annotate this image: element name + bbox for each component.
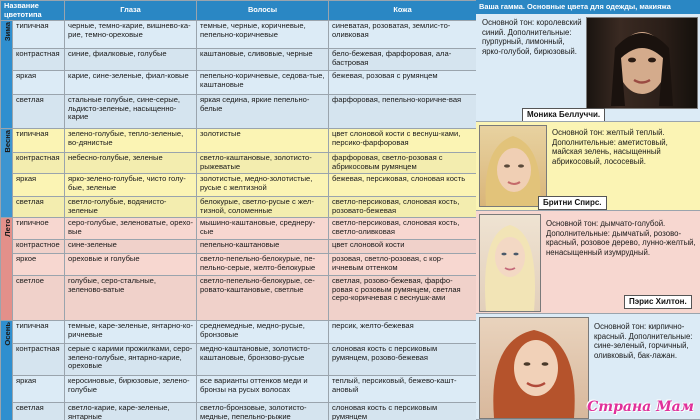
row-hair: золотистые, медно-золотистые, русые с желтизной <box>197 174 329 197</box>
gamma-panel-spring <box>476 122 700 211</box>
table-row <box>1 240 477 254</box>
row-hair: золотистые <box>197 129 329 153</box>
portrait-illustration <box>480 126 546 206</box>
row-type: светлая <box>13 403 65 420</box>
row-eyes: керосиновые, бирюзовые, зелено-голубые <box>65 376 197 403</box>
row-skin: слоновая кость с персиковым румянцем, розово-бежевая <box>329 344 477 376</box>
row-skin: светлая, розово-бежевая, фарфо-ровая с розовым румянцем, светлая серо-коричневая с веснушк-ами <box>329 276 477 321</box>
table-row <box>1 276 477 321</box>
table-row <box>1 153 477 174</box>
row-skin: бежевая, персиковая, слоновая кость <box>329 174 477 197</box>
table-row <box>1 49 477 71</box>
portrait-illustration <box>587 18 697 108</box>
season-label-winter: Зима <box>1 21 13 129</box>
table-row <box>1 129 477 153</box>
table-row <box>1 71 477 95</box>
table-row <box>1 254 477 276</box>
row-hair: темные, черные, коричневые, пепельно-коричневые <box>197 21 329 49</box>
portrait-illustration <box>480 215 540 311</box>
season-label-spring: Весна <box>1 129 13 218</box>
row-type: яркая <box>13 174 65 197</box>
row-hair: светло-бронзовые, золотисто-медные, пепельно-рыжие <box>197 403 329 420</box>
gamma-header: Ваша гамма. Основные цвета для одежды, макияжа <box>476 0 700 14</box>
celebrity-photo <box>586 17 698 109</box>
row-type: типичная <box>13 21 65 49</box>
row-type: контрастная <box>13 153 65 174</box>
celebrity-caption: Моника Беллуччи. <box>522 108 605 122</box>
row-hair: светло-пепельно-белокурые, пе-пельно-серые, желто-белокурые <box>197 254 329 276</box>
row-hair: медно-каштановые, золотисто-каштановые, бронзово-русые <box>197 344 329 376</box>
row-type: яркое <box>13 254 65 276</box>
table-row <box>1 344 477 376</box>
row-eyes: стальные голубые, сине-серые, льдисто-зеленые, насыщенно-карие <box>65 95 197 129</box>
row-type: светлая <box>13 197 65 218</box>
row-eyes: темные, каре-зеленые, янтарно-ко-ричневые <box>65 321 197 344</box>
row-skin: бело-бежевая, фарфоровая, ала-бастровая <box>329 49 477 71</box>
row-type: типичное <box>13 218 65 240</box>
table-row <box>1 321 477 344</box>
row-eyes: серо-голубые, зеленоватые, орехо-вые <box>65 218 197 240</box>
header-eyes: Глаза <box>65 1 197 21</box>
row-skin: фарфоровая, светло-розовая с абрикосовым румянцем <box>329 153 477 174</box>
row-eyes: небесно-голубые, зеленые <box>65 153 197 174</box>
row-eyes: синие, фиалковые, голубые <box>65 49 197 71</box>
table-row <box>1 218 477 240</box>
celebrity-photo <box>479 214 541 312</box>
row-hair: все варианты оттенков меди и бронзы на русых волосах <box>197 376 329 403</box>
celebrity-caption: Пэрис Хилтон. <box>624 295 692 309</box>
gamma-text: Основной тон: королевский синий. Дополнительные: пурпурный, лимонный, ярко-голубой, бирюзовый. <box>482 18 582 56</box>
row-hair: среднемедные, медно-русые, бронзовые <box>197 321 329 344</box>
celebrity-photo <box>479 125 547 207</box>
row-skin: светло-персиковая, слоновая кость, розовато-бежевая <box>329 197 477 218</box>
row-eyes: черные, темно-карие, вишнево-ка-рие, темно-ореховые <box>65 21 197 49</box>
row-type: контрастная <box>13 344 65 376</box>
header-type-name: Название цветотипа <box>1 1 65 21</box>
row-hair: светло-каштановые, золотисто-рыжеватые <box>197 153 329 174</box>
celebrity-caption: Бритни Спирс. <box>538 196 607 210</box>
row-hair: каштановые, сливовые, черные <box>197 49 329 71</box>
row-skin: бежевая, розовая с румянцем <box>329 71 477 95</box>
gamma-panel-winter <box>476 14 700 122</box>
row-type: яркая <box>13 376 65 403</box>
row-skin: цвет слоновой кости с веснуш-ками, персико-фарфоровая <box>329 129 477 153</box>
row-eyes: зелено-голубые, тепло-зеленые, во-дянистые <box>65 129 197 153</box>
row-hair: светло-пепельно-белокурые, се-ровато-каштановые, светлые <box>197 276 329 321</box>
row-skin: теплый, персиковый, бежево-кашт-ановый <box>329 376 477 403</box>
row-hair: пепельно-каштановые <box>197 240 329 254</box>
table-header-row <box>1 1 477 21</box>
table-row <box>1 197 477 218</box>
table-row <box>1 403 477 420</box>
row-eyes: светло-карие, каре-зеленые, янтарные <box>65 403 197 420</box>
row-hair: мышино-каштановые, среднеру-сые <box>197 218 329 240</box>
row-skin: розовая, светло-розовая, с кор-ичневым оттенком <box>329 254 477 276</box>
table-row <box>1 21 477 49</box>
row-eyes: светло-голубые, водянисто-зеленые <box>65 197 197 218</box>
row-skin: слоновая кость с персиковым румянцем <box>329 403 477 420</box>
row-type: контрастная <box>13 49 65 71</box>
row-skin: персик, желто-бежевая <box>329 321 477 344</box>
gamma-text: Основной тон: желтый теплый. Дополнительные: аметистовый, майская зелень, насыщенный абрикосовый, лососевый. <box>552 128 668 166</box>
celebrity-photo <box>479 317 589 419</box>
row-skin: цвет слоновой кости <box>329 240 477 254</box>
row-type: типичная <box>13 129 65 153</box>
row-hair: пепельно-коричневые, седова-тые, каштановые <box>197 71 329 95</box>
row-skin: фарфоровая, пепельно-коричне-вая <box>329 95 477 129</box>
row-eyes: серые с карими прожилками, серо-зелено-голубые, янтарно-карие, ореховые <box>65 344 197 376</box>
gamma-panel-summer <box>476 211 700 314</box>
gamma-text: Основной тон: кирпично-красный. Дополнительные: сине-зеленый, горчичный, оливковый, бак-лажан. <box>594 322 693 360</box>
portrait-illustration <box>480 318 588 418</box>
table-row <box>1 174 477 197</box>
header-skin: Кожа <box>329 1 477 21</box>
row-hair: белокурые, светло-русые с жел-тизной, соломенные <box>197 197 329 218</box>
row-eyes: карие, сине-зеленые, фиал-ковые <box>65 71 197 95</box>
row-hair: яркая седина, яркие пепельно-белые <box>197 95 329 129</box>
row-eyes: ореховые и голубые <box>65 254 197 276</box>
row-type: контрастное <box>13 240 65 254</box>
row-type: светлая <box>13 95 65 129</box>
season-label-summer: Лето <box>1 218 13 321</box>
row-type: яркая <box>13 71 65 95</box>
site-logo: Страна Мам <box>587 399 694 415</box>
gamma-text: Основной тон: дымчато-голубой. Дополнительные: дымчатый, розово-красный, розовое дерево, лунно-желтый, ненасыщенный изумрудный. <box>546 219 696 257</box>
row-eyes: голубые, серо-стальные, зеленово-ватые <box>65 276 197 321</box>
header-hair: Волосы <box>197 1 329 21</box>
row-skin: синеватая, розоватая, землис-то-оливковая <box>329 21 477 49</box>
gamma-panel-autumn <box>476 314 700 420</box>
table-row <box>1 376 477 403</box>
season-label-autumn: Осень <box>1 321 13 420</box>
row-skin: светло-персиковая, слоновая кость, светло-оливковая <box>329 218 477 240</box>
row-type: типичная <box>13 321 65 344</box>
table-row <box>1 95 477 129</box>
row-eyes: сине-зеленые <box>65 240 197 254</box>
row-type: светлое <box>13 276 65 321</box>
row-eyes: ярко-зелено-голубые, чисто голу-бые, зеленые <box>65 174 197 197</box>
